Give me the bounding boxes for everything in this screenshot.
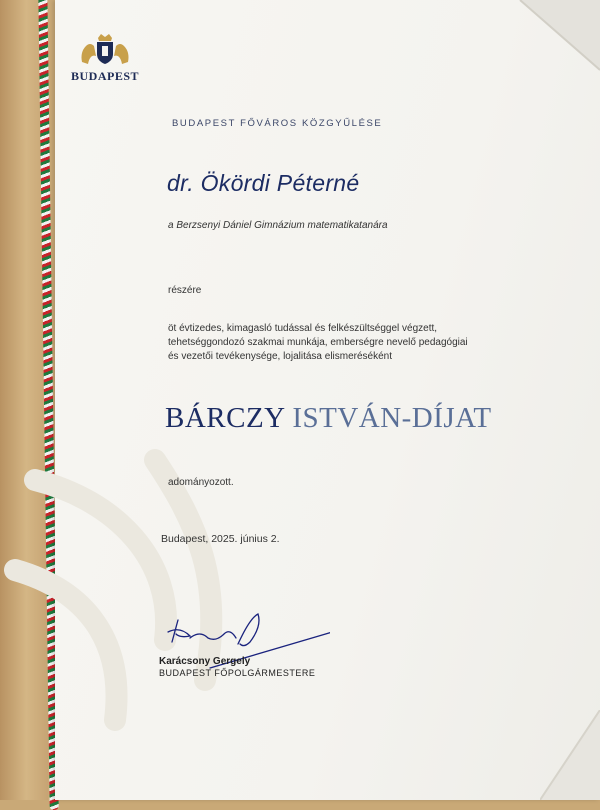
certificate-paper <box>55 0 600 800</box>
reason-line: és vezetői tevékenysége, lojalitása elismeréséként <box>168 351 393 362</box>
date-line: Budapest, 2025. június 2. <box>161 533 280 545</box>
folder-corner-bottom <box>540 710 600 800</box>
reason-line: öt évtizedes, kimagasló tudással és felkészültséggel végzett, <box>168 323 438 334</box>
awarded-text: adományozott. <box>168 477 234 488</box>
award-title-part1: BÁRCZY <box>165 402 285 434</box>
logo-wordmark: BUDAPEST <box>70 69 139 83</box>
reason-line: tehetséggondozó szakmai munkája, emberségre nevelő pedagógiai <box>168 337 468 348</box>
issuer-heading: BUDAPEST FŐVÁROS KÖZGYŰLÉSE <box>172 118 383 129</box>
budapest-logo <box>65 34 145 84</box>
signer-title: BUDAPEST FŐPOLGÁRMESTERE <box>159 668 316 678</box>
award-reason <box>168 322 528 364</box>
recipient-position: a Berzsenyi Dániel Gimnázium matematikatanára <box>168 220 388 231</box>
award-title <box>165 402 492 435</box>
recipient-name: dr. Ökördi Péterné <box>167 170 360 196</box>
award-title-part2: ISTVÁN-DÍJAT <box>292 402 492 434</box>
signer-name: Karácsony Gergely <box>159 656 251 667</box>
folder-corner-top <box>480 0 600 80</box>
coat-of-arms-icon <box>78 34 132 68</box>
for-label: részére <box>168 285 202 296</box>
